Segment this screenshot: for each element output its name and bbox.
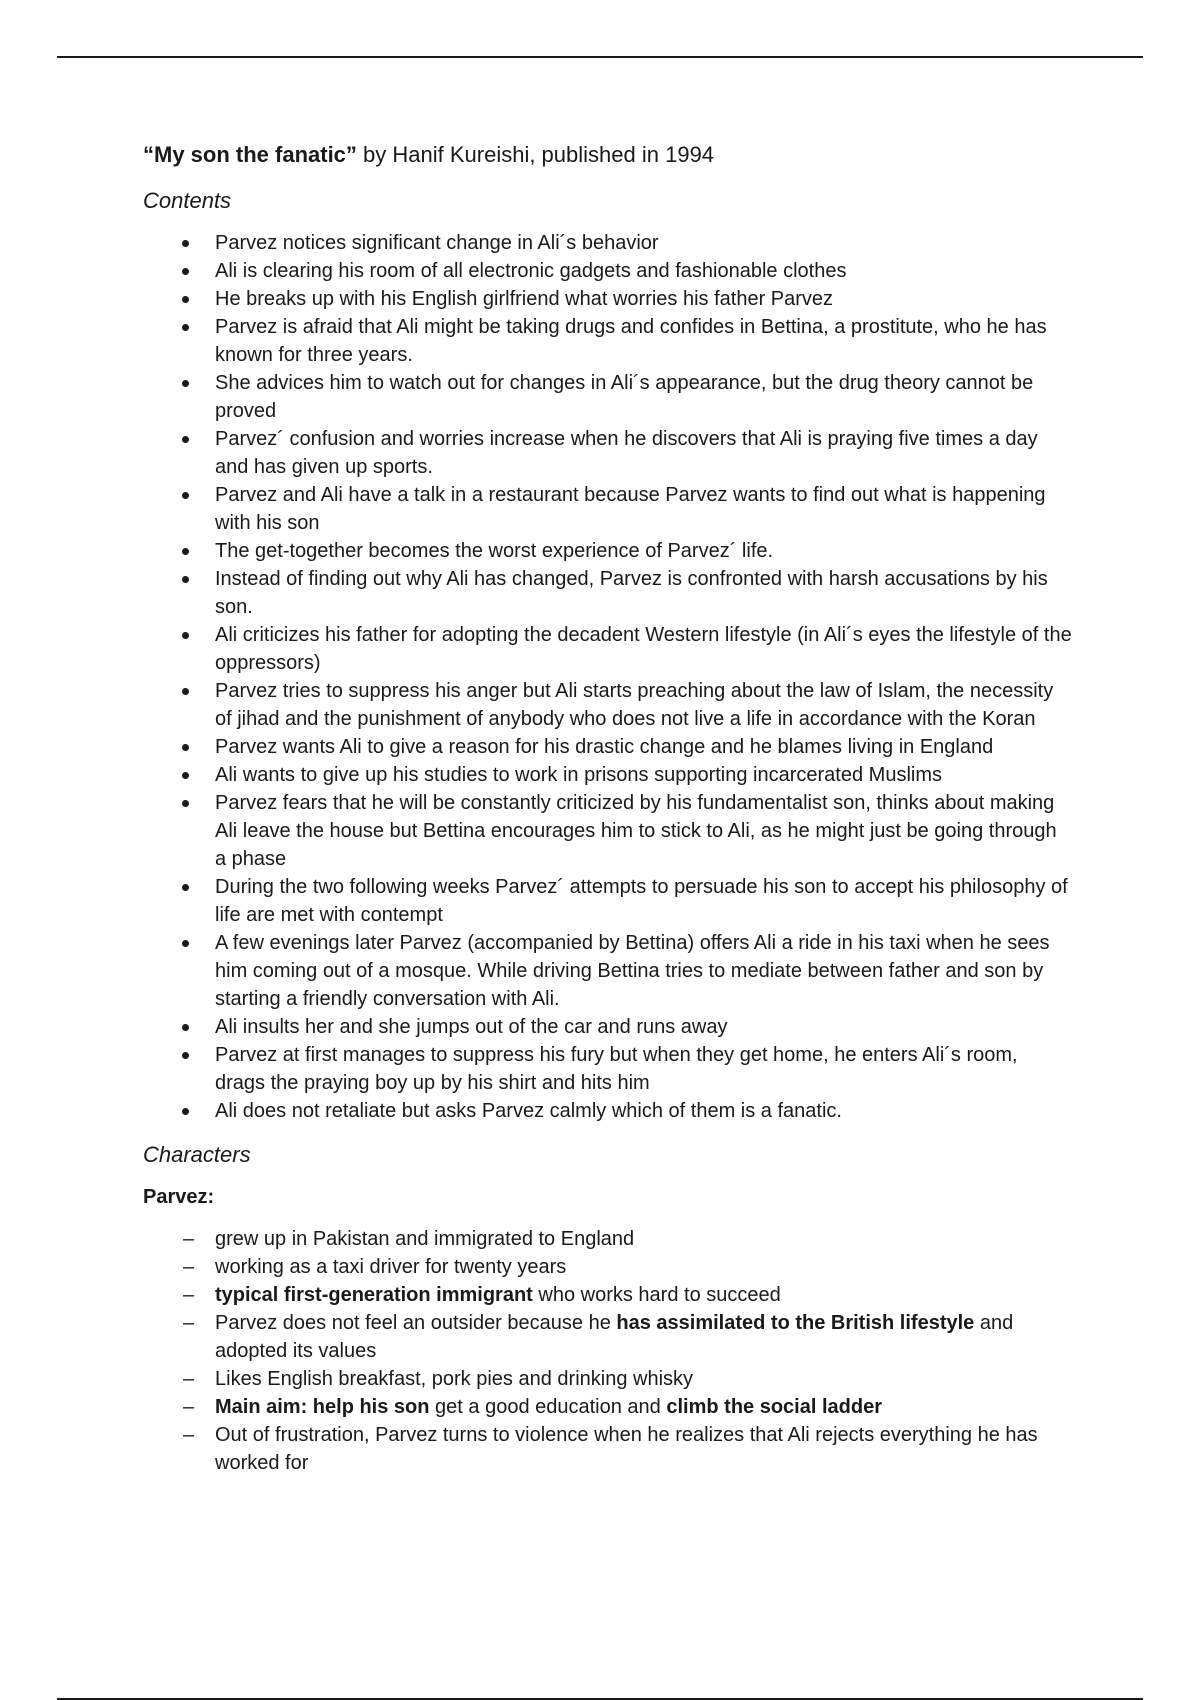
contents-item-text: During the two following weeks Parvez´ attempts to persuade his son to accept his philosophy of life are met with contempt [215,876,1068,926]
contents-item [143,1097,1073,1125]
dash-icon: – [183,1396,195,1418]
parvez-trait-emphasis: Main aim: help his son [215,1396,430,1418]
contents-item-text: Instead of finding out why Ali has changed, Parvez is confronted with harsh accusations by his son. [215,568,1048,618]
contents-heading: Contents [143,188,232,213]
parvez-trait-emphasis: has assimilated to the British lifestyle [616,1312,975,1334]
bullet-icon [182,884,189,891]
document-body [143,141,1073,1477]
bullet-icon [182,548,189,555]
parvez-trait [143,1309,1073,1365]
parvez-trait-text: working as a taxi driver for twenty years [215,1256,567,1278]
parvez-trait-text: and adopted its values [215,1312,1014,1362]
contents-item-text: Parvez and Ali have a talk in a restaurant because Parvez wants to find out what is happening with his son [215,484,1046,534]
contents-item [143,1041,1073,1097]
contents-item-text: She advices him to watch out for changes in Ali´s appearance, but the drug theory cannot be proved [215,372,1034,422]
contents-item [143,789,1073,873]
contents-item [143,1013,1073,1041]
contents-item [143,929,1073,1013]
dash-icon: – [183,1284,195,1306]
bullet-icon [182,1052,189,1059]
dash-icon: – [183,1368,195,1390]
bullet-icon [182,380,189,387]
contents-list [143,229,1073,1125]
parvez-trait-text: Out of frustration, Parvez turns to violence when he realizes that Ali rejects everything he has worked for [215,1424,1038,1474]
bullet-icon [182,1108,189,1115]
contents-item [143,229,1073,257]
contents-item [143,565,1073,621]
bullet-icon [182,632,189,639]
contents-item-text: Ali does not retaliate but asks Parvez calmly which of them is a fanatic. [215,1100,842,1122]
contents-item [143,537,1073,565]
parvez-trait [143,1225,1073,1253]
bullet-icon [182,1024,189,1031]
contents-item-text: Parvez at first manages to suppress his fury but when they get home, he enters Ali´s room, drags the praying boy up by his shirt and hits him [215,1044,1018,1094]
contents-item-text: He breaks up with his English girlfriend what worries his father Parvez [215,288,834,310]
parvez-trait-text: who works hard to succeed [532,1284,781,1306]
bullet-icon [182,436,189,443]
dash-icon: – [183,1312,195,1334]
bullet-icon [182,492,189,499]
contents-item-text: The get-together becomes the worst experience of Parvez´ life. [215,540,774,562]
characters-heading: Characters [143,1142,251,1167]
bullet-icon [182,268,189,275]
title-byline: by Hanif Kureishi, published in 1994 [356,142,715,167]
contents-item-text: Parvez tries to suppress his anger but Ali starts preaching about the law of Islam, the necessity of jihad and the punishment of anybody who does not live a life in accordance with the Koran [215,680,1054,730]
parvez-list [143,1225,1073,1477]
contents-item [143,425,1073,481]
parvez-trait-text: Parvez does not feel an outsider because he [215,1312,617,1334]
contents-item-text: Ali insults her and she jumps out of the car and runs away [215,1016,728,1038]
parvez-trait-text: grew up in Pakistan and immigrated to England [215,1228,635,1250]
bullet-icon [182,576,189,583]
contents-item-text: Parvez fears that he will be constantly criticized by his fundamentalist son, thinks about making Ali leave the house but Bettina encourages him to stick to Ali, as he might just be going through a phase [215,792,1057,870]
document-title [143,141,1073,169]
contents-item [143,285,1073,313]
contents-item [143,481,1073,537]
dash-icon: – [183,1256,195,1278]
bullet-icon [182,940,189,947]
contents-item [143,257,1073,285]
parvez-heading: Parvez: [143,1186,215,1208]
contents-item-text: Parvez´ confusion and worries increase when he discovers that Ali is praying five times a day and has given up sports. [215,428,1038,478]
contents-item-text: Ali is clearing his room of all electronic gadgets and fashionable clothes [215,260,847,282]
parvez-trait-text: get a good education and [429,1396,667,1418]
contents-item-text: Parvez is afraid that Ali might be taking drugs and confides in Bettina, a prostitute, who he has known for three years. [215,316,1047,366]
contents-item-text: Ali criticizes his father for adopting the decadent Western lifestyle (in Ali´s eyes the lifestyle of the oppressors) [215,624,1072,674]
dash-icon: – [183,1228,195,1250]
contents-item [143,369,1073,425]
bullet-icon [182,772,189,779]
top-rule [57,56,1143,58]
contents-item-text: Parvez wants Ali to give a reason for his drastic change and he blames living in England [215,736,994,758]
bullet-icon [182,800,189,807]
parvez-trait [143,1281,1073,1309]
parvez-trait-emphasis: typical first-generation immigrant [215,1284,533,1306]
bullet-icon [182,240,189,247]
contents-item [143,761,1073,789]
contents-item [143,313,1073,369]
parvez-trait [143,1253,1073,1281]
parvez-trait-text: Likes English breakfast, pork pies and drinking whisky [215,1368,694,1390]
parvez-trait-emphasis: climb the social ladder [666,1396,882,1418]
bullet-icon [182,744,189,751]
bullet-icon [182,324,189,331]
parvez-trait [143,1365,1073,1393]
parvez-trait [143,1421,1073,1477]
contents-item [143,733,1073,761]
contents-item [143,873,1073,929]
dash-icon: – [183,1424,195,1446]
contents-item [143,677,1073,733]
bullet-icon [182,296,189,303]
title-work: “My son the fanatic” [143,142,357,167]
contents-item-text: A few evenings later Parvez (accompanied by Bettina) offers Ali a ride in his taxi when he sees him coming out of a mosque. While driving Bettina tries to mediate between father and son by starting a friendly conversation with Ali. [215,932,1050,1010]
parvez-trait [143,1393,1073,1421]
contents-item-text: Parvez notices significant change in Ali´s behavior [215,232,659,254]
contents-item [143,621,1073,677]
bullet-icon [182,688,189,695]
contents-item-text: Ali wants to give up his studies to work in prisons supporting incarcerated Muslims [215,764,942,786]
